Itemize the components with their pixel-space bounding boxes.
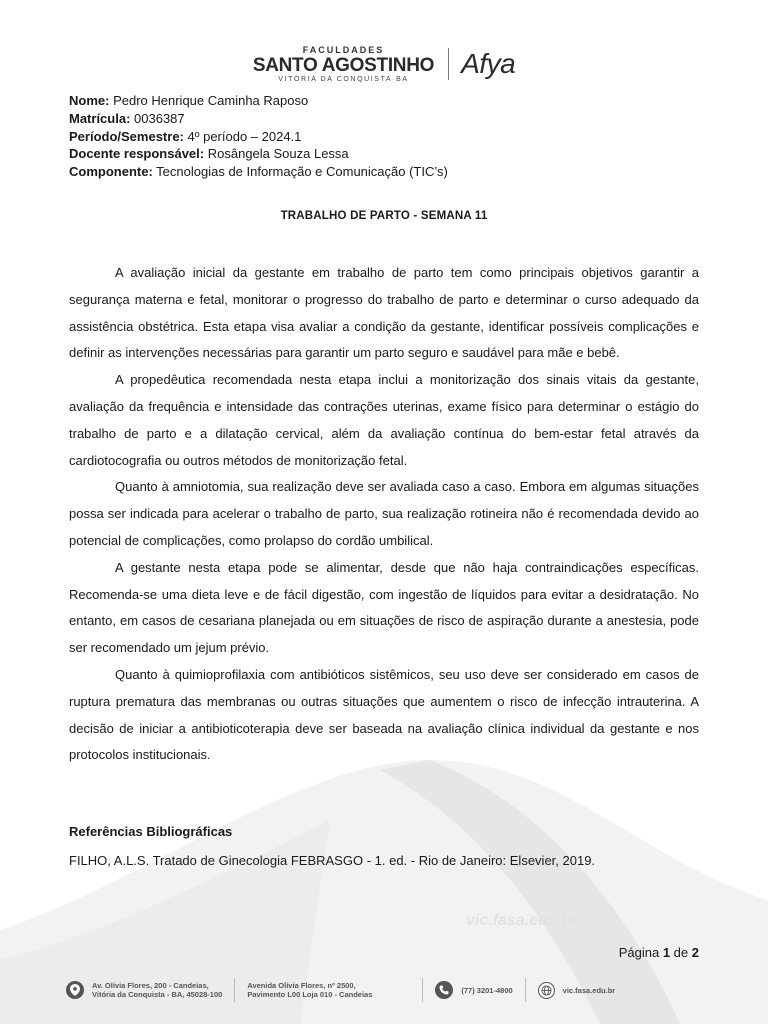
footer-phone [435, 981, 512, 999]
address-1-line-2: Vitória da Conquista - BA, 45028-100 [92, 990, 223, 999]
references-title: Referências Bibliográficas [69, 824, 233, 839]
fsa-logo [253, 46, 434, 83]
page-label: Página [618, 945, 660, 960]
meta-label: Componente: [69, 164, 153, 180]
address-2-text [247, 981, 372, 999]
page-current: 1 [662, 945, 671, 960]
header-logo [0, 44, 768, 84]
footer [66, 973, 706, 1007]
phone-icon [435, 981, 453, 999]
address-1-text [92, 981, 222, 999]
meta-value: Tecnologias de Informação e Comunicação (TIC’s) [156, 164, 448, 180]
references-section [69, 822, 699, 871]
page-sep: de [673, 945, 689, 960]
document-title: TRABALHO DE PARTO - SEMANA 11 [280, 210, 488, 222]
footer-address-1 [66, 981, 222, 999]
meta-value: Pedro Henrique Caminha Raposo [113, 93, 309, 108]
paragraph: A propedêutica recomendada nesta etapa inclui a monitorização dos sinais vitais da gestante, avaliação da frequência e intensidade das contrações uterinas, exame físico para determinar o estágio do trabalho de parto e a dilatação cervical, além da avaliação contínua do bem-estar fetal através da cardiotocografia ou outros métodos de monitorização fetal. [69, 372, 699, 468]
logo-divider [448, 48, 449, 80]
footer-website [538, 982, 616, 999]
phone-text: (77) 3201-4800 [461, 985, 513, 995]
footer-divider [525, 978, 526, 1002]
page-total: 2 [691, 945, 699, 960]
address-2-line-2: Pavimento L00 Loja 010 - Candeias [247, 990, 373, 999]
meta-label: Período/Semestre: [69, 128, 184, 144]
meta-label: Matrícula: [69, 110, 131, 126]
meta-name [69, 92, 699, 110]
paragraph: A avaliação inicial da gestante em trabalho de parto tem como principais objetivos garantir a segurança materna e fetal, monitorar o progresso do trabalho de parto e determinar o curso adequado da assistência obstétrica. Esta etapa visa avaliar a condição da gestante, identificar possíveis complicações e definir as intervenções necessárias para garantir um parto seguro e saudável para mãe e bebê. [69, 265, 699, 361]
location-pin-icon [66, 981, 84, 999]
document-body [69, 260, 699, 769]
afya-logo: Afya [461, 48, 516, 79]
address-2-line-1: Avenida Olívia Flores, nº 2500, [247, 981, 356, 990]
meta-value: 4º período – 2024.1 [187, 128, 302, 144]
meta-teacher [69, 145, 699, 163]
meta-period [69, 128, 699, 146]
meta-label: Docente responsável: [69, 146, 205, 162]
logo-top-text: FACULDADES [302, 44, 385, 55]
meta-value: 0036387 [134, 110, 185, 126]
footer-address-2 [247, 981, 372, 999]
paragraph: Quanto à quimioprofilaxia com antibióticos sistêmicos, seu uso deve ser considerado em casos de ruptura prematura das membranas ou outras situações que aumentem o risco de infecção intrauterina. A decisão de iniciar a antibioticoterapia deve ser baseada na avaliação clínica individual da gestante e nos protocolos institucionais. [69, 666, 699, 763]
logo-sub-text: VITÓRIA DA CONQUISTA·BA [278, 75, 409, 83]
page-number [619, 945, 699, 960]
meta-label: Nome: [69, 93, 110, 108]
student-info [69, 92, 699, 181]
meta-registration [69, 110, 699, 128]
globe-icon [538, 982, 555, 999]
meta-value: Rosângela Souza Lessa [207, 146, 349, 162]
address-1-line-1: Av. Olívia Flores, 200 - Candeias, [92, 981, 209, 990]
footer-divider [422, 978, 423, 1002]
watermark-url: vic.fasa.edu.br [466, 912, 579, 929]
meta-component [69, 163, 699, 181]
logo-main-text: SANTO AGOSTINHO [252, 54, 435, 76]
website-text: vic.fasa.edu.br [562, 985, 616, 995]
paragraph: A gestante nesta etapa pode se alimentar, desde que não haja contraindicações específicas. Recomenda-se uma dieta leve e de fácil digestão, com ingestão de líquidos para evitar a desidratação. No entanto, em casos de cesariana planejada ou em situações de risco de aspiração durante a anestesia, pode ser recomendado um jejum prévio. [69, 559, 699, 656]
reference-item: FILHO, A.L.S. Tratado de Ginecologia FEBRASGO - 1. ed. - Rio de Janeiro: Elsevier, 2019. [69, 853, 596, 868]
footer-divider [234, 978, 235, 1002]
paragraph: Quanto à amniotomia, sua realização deve ser avaliada caso a caso. Embora em algumas situações possa ser indicada para acelerar o trabalho de parto, sua realização rotineira não é recomendada devido ao potencial de complicações, como prolapso do cordão umbilical. [69, 479, 699, 548]
